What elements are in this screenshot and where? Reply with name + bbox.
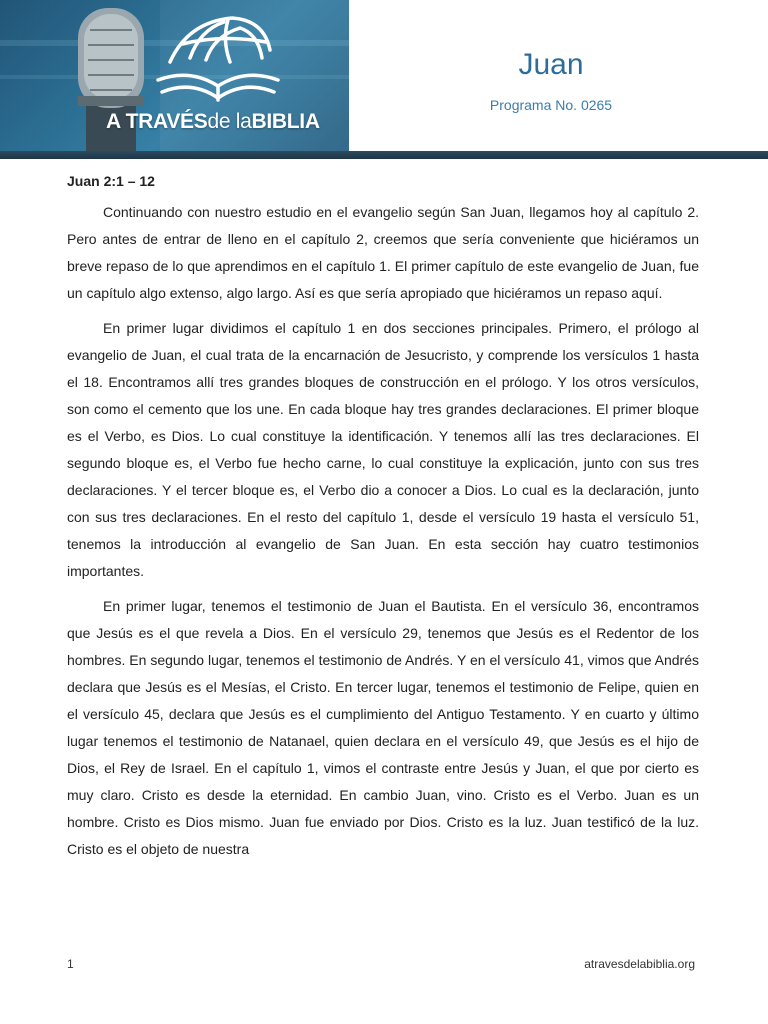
passage-reference: Juan 2:1 – 12 (67, 173, 155, 189)
header-divider (0, 151, 768, 159)
paragraph: Continuando con nuestro estudio en el evangelio según San Juan, llegamos hoy al capítulo 2. Pero antes de entrar de lleno en el capítulo 2, creemos que sería conveniente que hiciéramos un breve repaso de lo que aprendimos en el capítulo 1. El primer capítulo de este evangelio de Juan, fue un capítulo algo extenso, algo largo. Así es que sería apropiado que hiciéramos un repaso aquí. (67, 204, 699, 301)
header-banner (0, 0, 349, 151)
paragraph: En primer lugar, tenemos el testimonio de Juan el Bautista. En el versículo 36, encontramos que Jesús es el que revela a Dios. En el versículo 29, tenemos que Jesús es el Redentor de los hombres. En segundo lugar, tenemos el testimonio de Andrés. Y en el versículo 41, vimos que Andrés declara que Jesús es el Mesías, el Cristo. En tercer lugar, tenemos el testimonio de Felipe, quien en el versículo 45, declara que Jesús es el cumplimiento del Antiguo Testamento. Y en cuarto y último lugar tenemos el testimonio de Natanael, quien declara en el versículo 49, que Jesús es el hijo de Dios, el Rey de Israel. En el capítulo 1, vimos el contraste entre Jesús y Juan, el que por cierto es muy claro. Cristo es desde la eternidad. En cambio Juan, vino. Cristo es el Verbo. Juan es un hombre. Cristo es Dios mismo. Juan fue enviado por Dios. Cristo es la luz. Juan testificó de la luz. Cristo es el objeto de nuestra (67, 598, 699, 857)
page-number: 1 (67, 957, 74, 971)
paragraph: En primer lugar dividimos el capítulo 1 en dos secciones principales. Primero, el prólogo al evangelio de Juan, el cual trata de la encarnación de Jesucristo, y comprende los versículos 1 hasta el 18. Encontramos allí tres grandes bloques de construcción en el prólogo. Y los otros versículos, son como el cemento que los une. En cada bloque hay tres grandes declaraciones. El primer bloque es el Verbo, es Dios. Lo cual constituye la identificación. Y tenemos allí las tres declaraciones. El segundo bloque es, el Verbo fue hecho carne, lo cual constituye la explicación, junto con sus tres declaraciones. Y el tercer bloque es, el Verbo dio a conocer a Dios. Lo cual es la declaración, junto con sus tres declaraciones. En el resto del capítulo 1, desde el versículo 19 hasta el versículo 51, tenemos la introducción al evangelio de San Juan. En esta sección hay cuatro testimonios importantes. (67, 320, 699, 579)
brand-logo-text: A TRAVÉSde laBIBLIA (106, 110, 320, 133)
program-number: Programa No. 0265 (489, 97, 613, 113)
page-title: Juan (518, 48, 584, 81)
website-link[interactable]: atravesdelabiblia.org (584, 957, 695, 971)
document-body (67, 171, 699, 871)
